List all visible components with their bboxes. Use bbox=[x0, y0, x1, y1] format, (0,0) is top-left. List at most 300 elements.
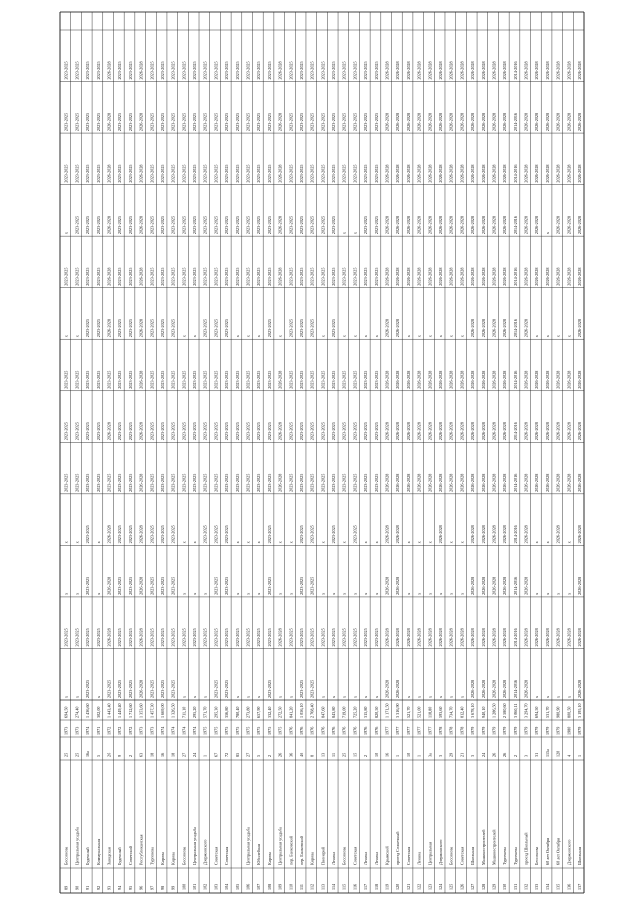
schedule-cell: 2023-2025 bbox=[309, 473, 315, 492]
area-cell: 1 457,30 bbox=[149, 703, 155, 718]
schedule-cell: 2026-2028 bbox=[448, 61, 454, 80]
schedule-cell: 2023-2025 bbox=[341, 370, 347, 389]
building-cell: 31 bbox=[534, 752, 540, 757]
schedule-cell: 2023-2025 bbox=[95, 267, 101, 286]
schedule-cell: 2026-2028 bbox=[416, 61, 422, 80]
row-number: 125 bbox=[448, 883, 454, 890]
area-cell: 2 580,60 bbox=[502, 703, 508, 718]
area-cell: 3 195,10 bbox=[577, 703, 583, 718]
schedule-cell: 2023-2025 bbox=[234, 112, 240, 132]
schedule-cell: 2023-2025 bbox=[256, 473, 262, 492]
year-cell: 1979 bbox=[534, 726, 540, 735]
schedule-cell: 2026-2028 bbox=[577, 61, 583, 80]
address-cell: Центральная усадьба bbox=[192, 827, 198, 865]
area-cell: 295,30 bbox=[213, 706, 219, 718]
schedule-cell: 2026-2028 bbox=[470, 319, 476, 338]
row-number: 91 bbox=[85, 885, 91, 890]
schedule-cell: 2023-2025 bbox=[202, 422, 208, 441]
year-cell: 1976 bbox=[352, 726, 358, 735]
schedule-cell: 2023-2025 bbox=[373, 473, 379, 492]
address-cell: Бессонова bbox=[63, 846, 69, 865]
schedule-cell: 2026-2028 bbox=[577, 215, 583, 235]
row-number: 96 bbox=[138, 885, 144, 890]
area-cell: 1 326,50 bbox=[170, 703, 176, 718]
row-number: 101 bbox=[192, 883, 198, 890]
area-cell: 3 316,90 bbox=[395, 703, 401, 718]
schedule-cell: 2023-2025 bbox=[95, 370, 101, 389]
schedule-cell: 2026-2028 bbox=[534, 370, 540, 389]
schedule-cell: 2026-2028 bbox=[544, 61, 550, 80]
schedule-cell: 2023-2025 bbox=[234, 422, 240, 441]
schedule-cell: x bbox=[437, 335, 443, 338]
schedule-cell: x bbox=[373, 541, 379, 544]
schedule-cell: x bbox=[416, 541, 422, 544]
schedule-cell: 2023-2025 bbox=[181, 422, 187, 441]
schedule-cell: 2026-2028 bbox=[470, 628, 476, 647]
schedule-cell: 2023-2025 bbox=[331, 164, 337, 183]
schedule-cell: x bbox=[373, 592, 379, 595]
schedule-cell: 2023-2025 bbox=[95, 61, 101, 80]
building-cell: 36 bbox=[288, 752, 294, 757]
schedule-cell: 2023-2025 bbox=[149, 267, 155, 286]
schedule-cell: 2026-2028 bbox=[437, 422, 443, 441]
area-cell: 1 171,50 bbox=[384, 703, 390, 718]
area-cell: 302,00 bbox=[95, 706, 101, 718]
row-number: 118 bbox=[373, 883, 379, 890]
schedule-cell: 2026-2028 bbox=[491, 370, 497, 389]
schedule-cell: 2023-2025 bbox=[95, 164, 101, 183]
schedule-cell: 2026-2028 bbox=[491, 679, 497, 698]
schedule-cell: 2023-2025 bbox=[74, 112, 80, 132]
schedule-cell: x bbox=[245, 592, 251, 595]
schedule-cell: 2026-2028 bbox=[405, 112, 411, 132]
schedule-cell: x bbox=[566, 592, 572, 595]
schedule-cell: 2023-2025 bbox=[331, 61, 337, 80]
schedule-cell: 2023-2025 bbox=[331, 370, 337, 389]
schedule-cell: 2023-2025 bbox=[85, 679, 91, 698]
schedule-cell: x bbox=[544, 592, 550, 595]
year-cell: 1974 bbox=[85, 726, 91, 735]
schedule-cell: 2023-2025 bbox=[85, 164, 91, 183]
schedule-cell: 2026-2028 bbox=[480, 215, 486, 235]
building-cell: 2 bbox=[127, 754, 133, 757]
area-cell: 694,50 bbox=[534, 706, 540, 718]
year-cell: 1979 bbox=[480, 726, 486, 735]
schedule-cell: 2026-2028 bbox=[437, 215, 443, 235]
schedule-cell: 2026-2028 bbox=[459, 370, 465, 389]
schedule-cell: 2023-2025 bbox=[320, 215, 326, 235]
schedule-cell: 2023-2025 bbox=[224, 679, 230, 698]
schedule-cell: 2023-2025 bbox=[127, 164, 133, 183]
address-cell: Бессонова bbox=[534, 846, 540, 865]
address-cell: 60 лет Октября bbox=[555, 838, 561, 865]
row-number: 108 bbox=[266, 883, 272, 890]
schedule-cell: 2023-2025 bbox=[352, 164, 358, 183]
schedule-cell: x bbox=[192, 592, 198, 595]
schedule-cell: 2014-2016 bbox=[512, 679, 518, 698]
schedule-cell: 2023-2025 bbox=[106, 679, 112, 698]
schedule-cell: 2023-2025 bbox=[117, 422, 123, 441]
schedule-cell: x bbox=[363, 335, 369, 338]
schedule-cell: 2023-2025 bbox=[74, 215, 80, 235]
year-cell: 1978 bbox=[448, 726, 454, 735]
schedule-cell: 2026-2028 bbox=[566, 422, 572, 441]
schedule-cell: 2026-2028 bbox=[416, 422, 422, 441]
schedule-cell: 2023-2025 bbox=[213, 422, 219, 441]
schedule-cell: x bbox=[74, 541, 80, 544]
area-cell: 571,70 bbox=[202, 706, 208, 718]
schedule-cell: 2023-2025 bbox=[95, 112, 101, 132]
schedule-cell: 2026-2028 bbox=[566, 267, 572, 286]
schedule-cell: 2023-2025 bbox=[298, 628, 304, 647]
schedule-cell: 2026-2028 bbox=[427, 267, 433, 286]
schedule-cell: 2023-2025 bbox=[224, 215, 230, 235]
schedule-cell: 2026-2028 bbox=[138, 112, 144, 132]
schedule-cell: x bbox=[416, 695, 422, 698]
schedule-cell: 2023-2025 bbox=[74, 370, 80, 389]
schedule-cell: x bbox=[63, 592, 69, 595]
area-cell: 593,60 bbox=[437, 706, 443, 718]
schedule-cell: 2023-2025 bbox=[202, 215, 208, 235]
building-cell: 72 bbox=[224, 752, 230, 757]
schedule-cell: 2026-2028 bbox=[448, 164, 454, 183]
schedule-cell: 2026-2028 bbox=[555, 422, 561, 441]
schedule-cell: 2023-2025 bbox=[170, 628, 176, 647]
schedule-cell: 2023-2025 bbox=[363, 267, 369, 286]
schedule-cell: 2026-2028 bbox=[577, 628, 583, 647]
schedule-cell: 2023-2025 bbox=[266, 422, 272, 441]
address-cell: Ленина bbox=[331, 851, 337, 865]
schedule-cell: 2026-2028 bbox=[566, 164, 572, 183]
schedule-cell: 2026-2028 bbox=[416, 215, 422, 235]
schedule-cell: 2026-2028 bbox=[384, 679, 390, 698]
schedule-cell: 2026-2028 bbox=[523, 628, 529, 647]
schedule-cell: 2023-2025 bbox=[245, 215, 251, 235]
schedule-cell: 2023-2025 bbox=[117, 679, 123, 698]
schedule-cell: 2026-2028 bbox=[502, 61, 508, 80]
area-cell: 1 669,00 bbox=[159, 703, 165, 718]
schedule-cell: 2023-2025 bbox=[85, 628, 91, 647]
building-cell: 120 bbox=[555, 750, 561, 757]
schedule-cell: 2026-2028 bbox=[502, 525, 508, 544]
schedule-cell: 2023-2025 bbox=[224, 61, 230, 80]
schedule-cell: 2023-2025 bbox=[170, 61, 176, 80]
schedule-cell: 2023-2025 bbox=[95, 215, 101, 235]
building-cell: 27 bbox=[245, 752, 251, 757]
schedule-cell: 2023-2025 bbox=[256, 267, 262, 286]
address-cell: Центральная усадьба bbox=[74, 827, 80, 865]
schedule-cell: 2023-2025 bbox=[159, 473, 165, 492]
address-cell: Советский bbox=[127, 846, 133, 865]
schedule-cell: x bbox=[181, 541, 187, 544]
schedule-cell: 2023-2025 bbox=[363, 112, 369, 132]
schedule-cell: 2023-2025 bbox=[266, 215, 272, 235]
schedule-cell: x bbox=[320, 592, 326, 595]
schedule-cell: 2023-2025 bbox=[234, 164, 240, 183]
building-cell: 2 bbox=[512, 754, 518, 757]
schedule-cell: x bbox=[245, 695, 251, 698]
schedule-cell: 2023-2025 bbox=[213, 679, 219, 698]
schedule-cell: 2023-2025 bbox=[127, 112, 133, 132]
schedule-cell: x bbox=[363, 541, 369, 544]
schedule-cell: 2023-2025 bbox=[213, 319, 219, 338]
building-cell: 2б bbox=[106, 752, 112, 757]
schedule-cell: 2026-2028 bbox=[577, 525, 583, 544]
schedule-cell: 2026-2028 bbox=[544, 370, 550, 389]
schedule-cell: x bbox=[405, 335, 411, 338]
schedule-cell: 2023-2025 bbox=[288, 319, 294, 338]
schedule-cell: 2026-2028 bbox=[277, 370, 283, 389]
year-cell: 1975 bbox=[202, 726, 208, 735]
schedule-cell: 2026-2028 bbox=[534, 473, 540, 492]
schedule-cell: 2023-2025 bbox=[74, 473, 80, 492]
schedule-cell: 2023-2025 bbox=[170, 473, 176, 492]
schedule-cell: 2023-2025 bbox=[363, 164, 369, 183]
schedule-cell: 2026-2028 bbox=[437, 267, 443, 286]
schedule-cell: 2023-2025 bbox=[192, 628, 198, 647]
schedule-cell: x bbox=[181, 335, 187, 338]
schedule-cell: 2026-2028 bbox=[106, 525, 112, 544]
schedule-cell: 2023-2025 bbox=[170, 112, 176, 132]
schedule-cell: 2026-2028 bbox=[448, 112, 454, 132]
schedule-cell: 2023-2025 bbox=[320, 370, 326, 389]
schedule-cell: 2023-2025 bbox=[127, 576, 133, 595]
area-cell: 1 286,50 bbox=[491, 703, 497, 718]
schedule-cell: x bbox=[63, 541, 69, 544]
area-cell: 521,70 bbox=[405, 706, 411, 718]
schedule-cell: x bbox=[405, 695, 411, 698]
address-cell: Бессонова bbox=[341, 846, 347, 865]
schedule-cell: 2023-2025 bbox=[117, 164, 123, 183]
schedule-cell: x bbox=[63, 335, 69, 338]
schedule-cell: 2023-2025 bbox=[373, 215, 379, 235]
schedule-cell: 2023-2025 bbox=[288, 473, 294, 492]
area-cell: 1 353,60 bbox=[138, 703, 144, 718]
schedule-cell: 2023-2025 bbox=[192, 370, 198, 389]
schedule-cell: 2023-2025 bbox=[149, 370, 155, 389]
schedule-cell: 2023-2025 bbox=[127, 61, 133, 80]
row-number: 129 bbox=[491, 883, 497, 890]
year-cell: 1976 bbox=[331, 726, 337, 735]
schedule-cell: 2026-2028 bbox=[480, 576, 486, 595]
schedule-cell: 2026-2028 bbox=[502, 422, 508, 441]
schedule-cell: 2026-2028 bbox=[470, 576, 476, 595]
schedule-cell: 2023-2025 bbox=[63, 370, 69, 389]
year-cell: 1971 bbox=[95, 726, 101, 735]
area-cell: 272,50 bbox=[277, 706, 283, 718]
area-cell: 118,80 bbox=[427, 706, 433, 718]
schedule-cell: 2023-2025 bbox=[266, 628, 272, 647]
schedule-cell: 2023-2025 bbox=[63, 422, 69, 441]
schedule-cell: 2026-2028 bbox=[427, 112, 433, 132]
schedule-cell: 2023-2025 bbox=[117, 319, 123, 338]
schedule-cell: 2023-2025 bbox=[352, 267, 358, 286]
address-cell: пер. Банковский bbox=[288, 835, 294, 865]
building-cell: 85 bbox=[234, 752, 240, 757]
year-cell: 1975 bbox=[224, 726, 230, 735]
row-number: 106 bbox=[245, 883, 251, 890]
schedule-cell: 2023-2025 bbox=[127, 370, 133, 389]
schedule-cell: 2023-2025 bbox=[159, 422, 165, 441]
schedule-cell: x bbox=[448, 541, 454, 544]
address-cell: Кирова bbox=[266, 851, 272, 865]
schedule-cell: x bbox=[544, 695, 550, 698]
schedule-cell: 2026-2028 bbox=[502, 679, 508, 698]
schedule-cell: 2026-2028 bbox=[480, 61, 486, 80]
schedule-cell: x bbox=[555, 335, 561, 338]
building-cell: 11 bbox=[331, 752, 337, 757]
schedule-cell: 2023-2025 bbox=[95, 628, 101, 647]
schedule-cell: 2023-2025 bbox=[224, 267, 230, 286]
area-cell: 657,90 bbox=[256, 706, 262, 718]
schedule-cell: 2023-2025 bbox=[288, 628, 294, 647]
schedule-cell: 2023-2025 bbox=[149, 112, 155, 132]
schedule-cell: 2026-2028 bbox=[577, 679, 583, 698]
row-number: 103 bbox=[213, 883, 219, 890]
year-cell: 1977 bbox=[395, 726, 401, 735]
schedule-cell: x bbox=[320, 541, 326, 544]
address-cell: Советская bbox=[405, 846, 411, 865]
schedule-cell: 2023-2025 bbox=[181, 370, 187, 389]
schedule-cell: 2023-2025 bbox=[159, 61, 165, 80]
schedule-cell: x bbox=[288, 541, 294, 544]
schedule-cell: 2026-2028 bbox=[534, 61, 540, 80]
schedule-cell: 2023-2025 bbox=[331, 422, 337, 441]
schedule-cell: 2026-2028 bbox=[437, 164, 443, 183]
address-cell: Тургенева bbox=[512, 847, 518, 865]
schedule-cell: x bbox=[234, 695, 240, 698]
schedule-cell: 2023-2025 bbox=[149, 473, 155, 492]
year-cell: 1979 bbox=[523, 726, 529, 735]
row-number: 133 bbox=[534, 883, 540, 890]
schedule-cell: x bbox=[331, 592, 337, 595]
schedule-cell: 2026-2028 bbox=[448, 215, 454, 235]
schedule-cell: 2023-2025 bbox=[85, 422, 91, 441]
schedule-cell: 2023-2025 bbox=[331, 215, 337, 235]
schedule-cell: 2014-2016 bbox=[512, 61, 518, 80]
schedule-cell: 2023-2025 bbox=[309, 319, 315, 338]
schedule-cell: 2023-2025 bbox=[266, 164, 272, 183]
area-cell: 3 294,70 bbox=[523, 703, 529, 718]
schedule-cell: 2023-2025 bbox=[373, 164, 379, 183]
schedule-cell: 2023-2025 bbox=[192, 267, 198, 286]
schedule-cell: x bbox=[256, 592, 262, 595]
schedule-cell: 2023-2025 bbox=[63, 473, 69, 492]
schedule-cell: 2023-2025 bbox=[127, 422, 133, 441]
schedule-cell: x bbox=[234, 592, 240, 595]
schedule-cell: 2023-2025 bbox=[320, 164, 326, 183]
schedule-cell: 2026-2028 bbox=[437, 61, 443, 80]
schedule-cell: 2023-2025 bbox=[224, 576, 230, 595]
schedule-cell: 2026-2028 bbox=[577, 576, 583, 595]
year-cell: 1976 bbox=[320, 726, 326, 735]
schedule-cell: 2023-2025 bbox=[298, 164, 304, 183]
schedule-cell: 2026-2028 bbox=[555, 267, 561, 286]
schedule-cell: 2026-2028 bbox=[395, 679, 401, 698]
schedule-cell: 2026-2028 bbox=[437, 112, 443, 132]
address-cell: Бессонова bbox=[181, 846, 187, 865]
schedule-cell: 2023-2025 bbox=[256, 112, 262, 132]
schedule-cell: 2026-2028 bbox=[491, 422, 497, 441]
schedule-cell: 2026-2028 bbox=[555, 473, 561, 492]
address-cell: Дзержинского bbox=[437, 839, 443, 865]
schedule-cell: 2023-2025 bbox=[266, 473, 272, 492]
row-number: 99 bbox=[170, 885, 176, 890]
year-cell: 1976 bbox=[288, 726, 294, 735]
building-cell: 25 bbox=[63, 752, 69, 757]
schedule-cell: 2026-2028 bbox=[427, 215, 433, 235]
year-cell: 1975 bbox=[234, 726, 240, 735]
schedule-cell: 2023-2025 bbox=[95, 319, 101, 338]
building-cell: 3а bbox=[427, 753, 433, 757]
row-number: 127 bbox=[470, 883, 476, 890]
row-number: 117 bbox=[363, 883, 369, 890]
schedule-cell: 2023-2025 bbox=[224, 164, 230, 183]
schedule-cell: 2026-2028 bbox=[427, 61, 433, 80]
schedule-cell: x bbox=[534, 541, 540, 544]
schedule-cell: 2026-2028 bbox=[544, 164, 550, 183]
schedule-cell: 2026-2028 bbox=[437, 628, 443, 647]
schedule-cell: 2023-2025 bbox=[149, 319, 155, 338]
schedule-cell: 2023-2025 bbox=[159, 370, 165, 389]
schedule-cell: 2026-2028 bbox=[395, 319, 401, 338]
schedule-cell: 2023-2025 bbox=[331, 525, 337, 544]
schedule-cell: 2023-2025 bbox=[341, 267, 347, 286]
schedule-cell: 2023-2025 bbox=[127, 267, 133, 286]
building-cell: 3 bbox=[523, 754, 529, 757]
area-cell: 719,00 bbox=[341, 706, 347, 718]
schedule-cell: 2023-2025 bbox=[85, 61, 91, 80]
schedule-cell: 2023-2025 bbox=[170, 576, 176, 595]
area-cell: 1 449,40 bbox=[117, 703, 123, 718]
schedule-cell: 2023-2025 bbox=[298, 679, 304, 698]
schedule-cell: 2026-2028 bbox=[534, 422, 540, 441]
area-cell: 3 678,10 bbox=[470, 703, 476, 718]
schedule-cell: 2023-2025 bbox=[159, 215, 165, 235]
schedule-cell: x bbox=[459, 592, 465, 595]
year-cell: 1977 bbox=[384, 726, 390, 735]
building-cell: 4 bbox=[566, 754, 572, 757]
schedule-cell: x bbox=[256, 541, 262, 544]
schedule-cell: x bbox=[288, 695, 294, 698]
schedule-cell: 2023-2025 bbox=[192, 164, 198, 183]
schedule-cell: 2026-2028 bbox=[277, 112, 283, 132]
schedule-cell: 2023-2025 bbox=[170, 422, 176, 441]
schedule-cell: 2023-2025 bbox=[363, 628, 369, 647]
schedule-cell: 2026-2028 bbox=[448, 370, 454, 389]
schedule-cell: 2026-2028 bbox=[384, 473, 390, 492]
schedule-cell: 2026-2028 bbox=[459, 164, 465, 183]
schedule-cell: 2023-2025 bbox=[224, 628, 230, 647]
schedule-cell: 2023-2025 bbox=[170, 164, 176, 183]
schedule-cell: 2023-2025 bbox=[309, 628, 315, 647]
building-cell: 4б bbox=[298, 752, 304, 757]
schedule-cell: x bbox=[363, 695, 369, 698]
schedule-cell: 2026-2028 bbox=[577, 319, 583, 338]
schedule-cell: 2023-2025 bbox=[159, 112, 165, 132]
schedule-cell: 2023-2025 bbox=[245, 370, 251, 389]
schedule-cell: 2023-2025 bbox=[117, 112, 123, 132]
schedule-cell: 2023-2025 bbox=[245, 61, 251, 80]
schedule-cell: 2026-2028 bbox=[523, 164, 529, 183]
schedule-cell: 2026-2028 bbox=[480, 164, 486, 183]
address-cell: проезд Солнечный bbox=[395, 831, 401, 865]
address-cell: Республиканская bbox=[138, 834, 144, 865]
schedule-cell: 2026-2028 bbox=[480, 679, 486, 698]
address-cell: Коммунальная bbox=[95, 838, 101, 865]
schedule-cell: x bbox=[63, 695, 69, 698]
schedule-cell: 2014-2016 bbox=[512, 319, 518, 338]
